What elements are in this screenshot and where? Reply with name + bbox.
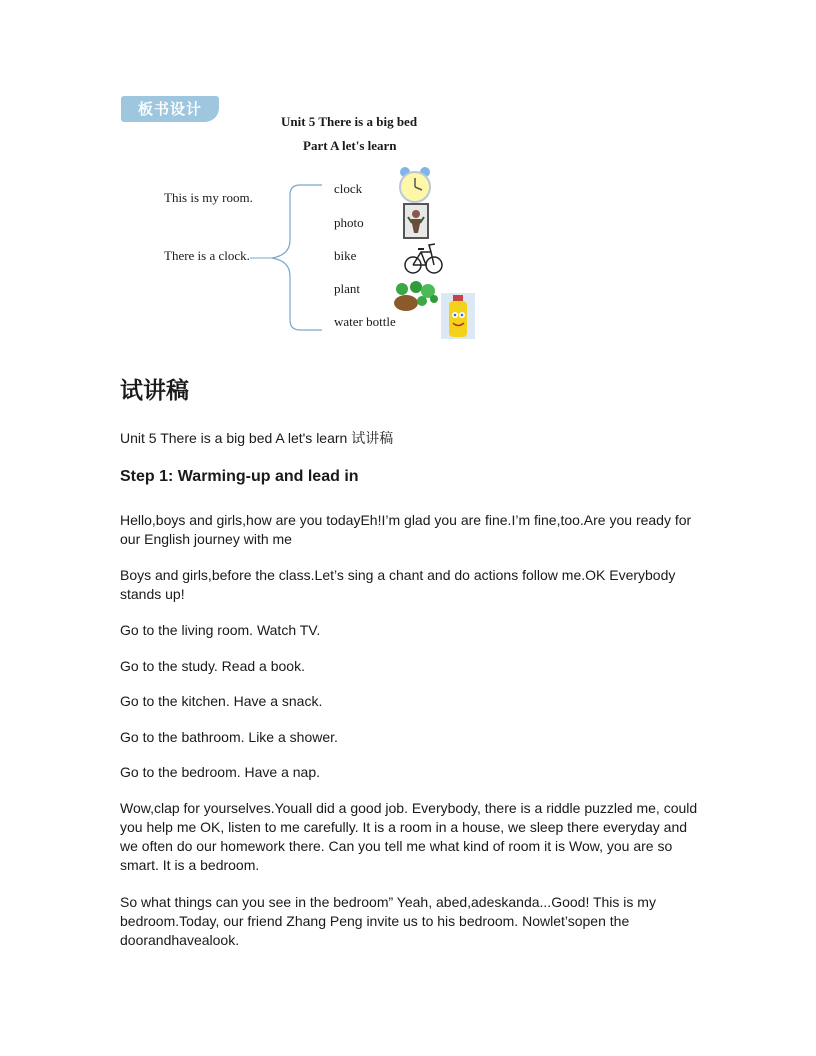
paragraph: Boys and girls,before the class.Let’s sing a chant and do actions follow me.OK Everybody stands up! <box>120 567 676 602</box>
curly-brace <box>250 180 340 335</box>
script-intro: Unit 5 There is a big bed A let's learn 试讲稿 <box>120 430 394 446</box>
board-word-plant: plant <box>334 281 360 296</box>
board-word-clock: clock <box>334 181 363 196</box>
paragraph: So what things can you see in the bedroom” Yeah, abed,adeskanda...Good! This is my bedroom.Today, our friend Zhang Peng invite us to his bedroom. Nowlet’sopen the doorandhavealook. <box>120 894 656 948</box>
board-design-badge: 板书设计 <box>121 96 219 122</box>
paragraph: Wow,clap for yourselves.Youall did a good job. Everybody, there is a riddle puzzled me, could you help me OK, listen to me carefully. It is a room in a house, we sleep there everyday and we often do our homework there. Can you tell me what kind of room it is Wow, you are so smart. It is a bedroom. <box>120 800 698 873</box>
board-word-photo: photo <box>334 215 364 230</box>
bike-icon <box>404 240 444 276</box>
script-heading: 试讲稿 <box>120 378 189 404</box>
board-sentence-2: There is a clock. <box>164 248 250 263</box>
paragraph: Go to the kitchen. Have a snack. <box>120 693 323 709</box>
board-title: Unit 5 There is a big bed <box>281 114 418 129</box>
plant-icon <box>392 279 440 313</box>
board-word-water-bottle: water bottle <box>334 314 396 329</box>
photo-frame-icon <box>403 203 429 239</box>
board-subtitle: Part A let's learn <box>303 138 397 153</box>
water-bottle-icon <box>441 293 475 339</box>
board-sentence-1: This is my room. <box>164 190 253 205</box>
paragraph: Go to the bedroom. Have a nap. <box>120 764 321 780</box>
alarm-clock-icon <box>396 166 434 204</box>
board-word-bike: bike <box>334 248 357 263</box>
paragraph: Go to the living room. Watch TV. <box>120 622 321 638</box>
step-heading: Step 1: Warming-up and lead in <box>120 468 359 485</box>
paragraph: Go to the study. Read a book. <box>120 658 305 674</box>
paragraph: Go to the bathroom. Like a shower. <box>120 729 338 745</box>
paragraph: Hello,boys and girls,how are you todayEh!I’m glad you are fine.I’m fine,too.Are you ready for our English journey with me <box>120 512 692 547</box>
